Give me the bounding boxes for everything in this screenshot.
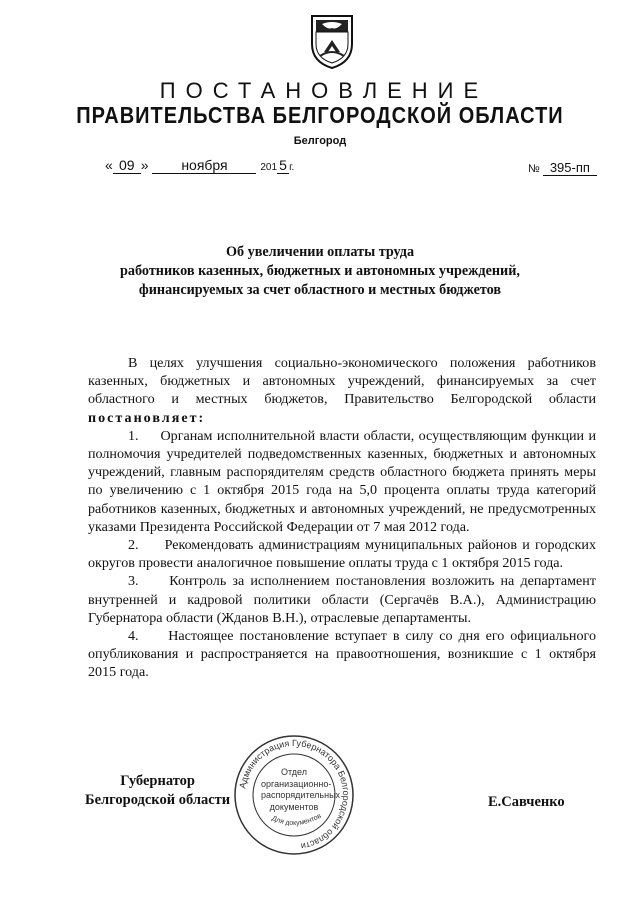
item-paragraph: 4. Настоящее постановление вступает в силу со дня его официального опубликования и распространяется на правоотношения, возникшие с 1 октября 2015 года. [88, 628, 596, 681]
date-open-quote: « [105, 157, 113, 173]
date-year-digit: 5 [277, 157, 289, 174]
city-name: Белгород [293, 135, 347, 147]
heading-line: Об увеличении оплаты труда [225, 244, 415, 260]
stamp-ring-text: Администрация Губернатора Белгородской области [237, 737, 352, 852]
document-body [88, 354, 596, 682]
stamp-center-text [261, 767, 341, 813]
date-month: ноября [152, 157, 256, 174]
item-paragraph: 1. Органам исполнительной власти области, осуществляющим функции и полномочия учредителей подведомственных казенных, бюджетных и автономных учреждений, главным распорядителям средств областного бюджета принять меры по увеличению с 1 октября 2015 года на 5,0 процента оплаты труда категорий работников казенных, бюджетных и автономных учреждений, не предусмотренных указами Президента Российской Федерации от 7 мая 2012 года. [88, 427, 596, 535]
heading-line: работников казенных, бюджетных и автономных учреждений, [120, 263, 520, 279]
document-number [528, 160, 597, 176]
preamble-paragraph [88, 354, 596, 427]
item-paragraph: 3. Контроль за исполнением постановления возложить на департамент внутренней и кадровой политики области (Сергачёв В.А.), Администрацию Губернатора области (Жданов В.Н.), отраслевые департаменты. [88, 573, 596, 626]
number-label: № [528, 163, 540, 175]
stamp-line: организационно- [261, 778, 332, 789]
stamp-line: распорядительных [261, 790, 341, 800]
date-year-prefix: 201 [260, 162, 278, 173]
heading-line: финансируемых за счет областного и местных бюджетов [138, 282, 502, 298]
item-paragraph: 2. Рекомендовать администрациям муниципальных районов и городских округов провести аналогичное повышение оплаты труда с 1 октября 2015 года. [88, 537, 596, 572]
signer-title [85, 772, 230, 810]
document-date [105, 157, 294, 174]
signer-title-line2: Белгородской области [85, 792, 231, 808]
document-type-title: ПОСТАНОВЛЕНИЕ [159, 78, 489, 103]
signer-name: Е.Савченко [488, 794, 565, 810]
stamp-bottom-text: Для документов [270, 812, 323, 828]
document-heading [60, 243, 580, 300]
stamp-line: документов [269, 801, 319, 812]
stamp-line: Отдел [280, 767, 308, 777]
date-year-suffix: г. [289, 162, 295, 173]
decree-word: постановляет: [88, 409, 206, 426]
issuer-title: ПРАВИТЕЛЬСТВА БЕЛГОРОДСКОЙ ОБЛАСТИ [76, 103, 564, 129]
number-value: 395-пп [543, 160, 597, 176]
date-day: 09 [113, 157, 141, 174]
signer-title-line1: Губернатор [120, 773, 195, 789]
date-close-quote: » [140, 157, 149, 173]
preamble-text: В целях улучшения социально-экономического положения работников казенных, бюджетных и автономных учреждений, финансируемых за счет областного и местных бюджетов, Правительство Белгородской области [88, 355, 596, 408]
coat-of-arms-emblem [300, 8, 364, 72]
